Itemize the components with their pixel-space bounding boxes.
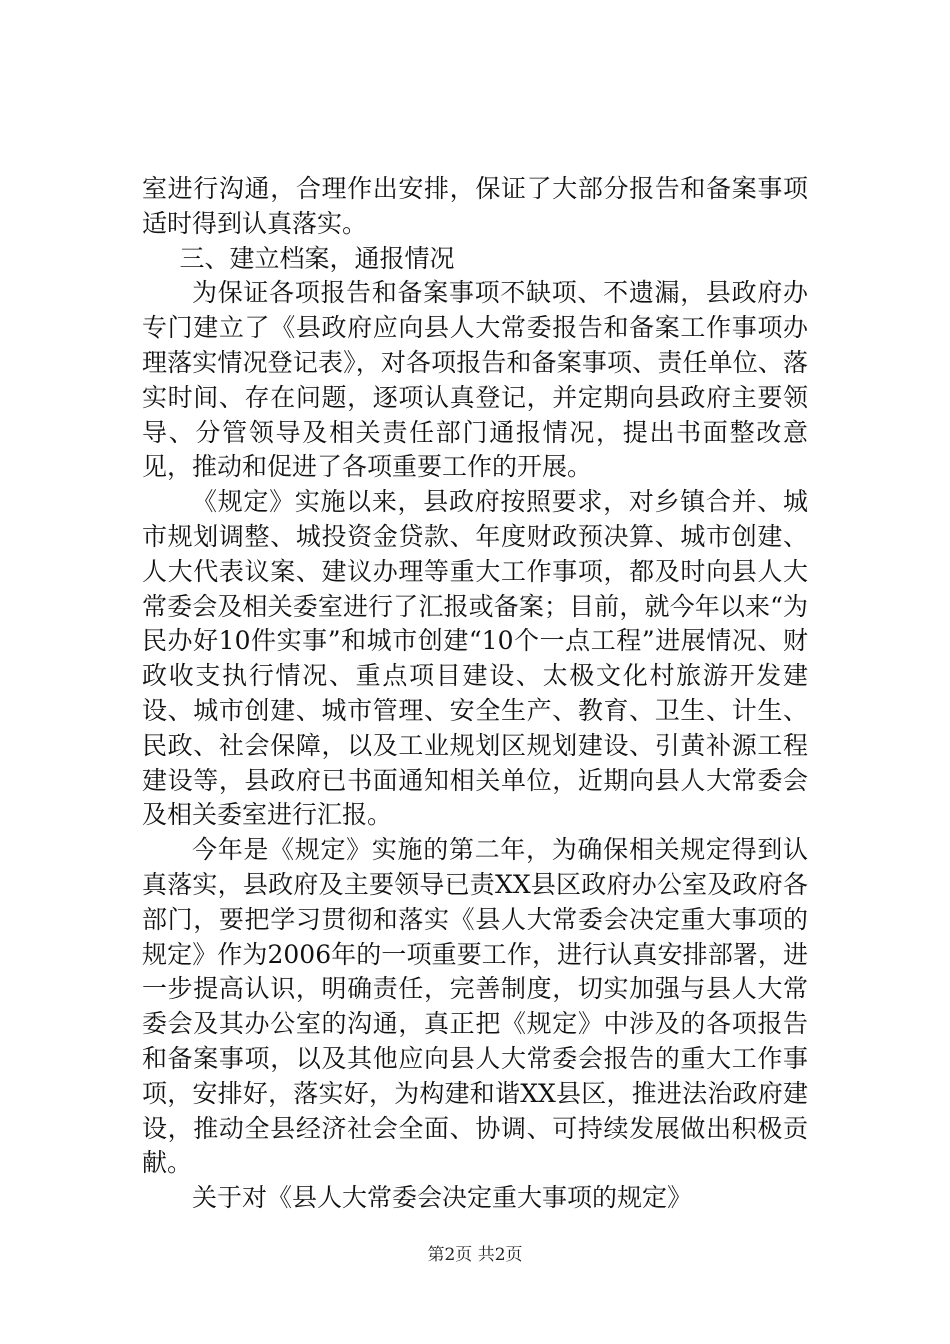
paragraph-second-year: 今年是《规定》实施的第二年，为确保相关规定得到认真落实，县政府及主要领导已责XX县区政府办公室及政府各部门，要把学习贯彻和落实《县人大常委会决定重大事项的规定》作为2006年的一项重要工作，进行认真安排部署，进一步提高认识，明确责任，完善制度，切实加强与县人大常委会及其办公室的沟通，真正把《规定》中涉及的各项报告和备案事项，以及其他应向县人大常委会报告的重大工作事项，安排好，落实好，为构建和谐XX县区，推进法治政府建设，推动全县经济社会全面、协调、可持续发展做出积极贡献。 — [142, 835, 808, 1178]
paragraph-continuation: 室进行沟通，合理作出安排，保证了大部分报告和备案事项适时得到认真落实。 — [142, 174, 808, 238]
paragraph-archive: 为保证各项报告和备案事项不缺项、不遗漏，县政府办专门建立了《县政府应向县人大常委报告和备案工作事项办理落实情况登记表》，对各项报告和备案事项、责任单位、落实时间、存在问题，逐项认真登记，并定期向县政府主要领导、分管领导及相关责任部门通报情况，提出书面整改意见，推动和促进了各项重要工作的开展。 — [142, 278, 808, 482]
section-heading: 三、建立档案，通报情况 — [179, 243, 455, 273]
paragraph-closing-title: 关于对《县人大常委会决定重大事项的规定》 — [192, 1183, 693, 1213]
document-body — [142, 172, 808, 1216]
paragraph-implementation: 《规定》实施以来，县政府按照要求，对乡镇合并、城市规划调整、城投资金贷款、年度财政预决算、城市创建、人大代表议案、建议办理等重大工作事项，都及时向县人大常委会及相关委室进行了汇报或备案；目前，就今年以来“为民办好10件实事”和城市创建“10个一点工程”进展情况、财政收支执行情况、重点项目建设、太极文化村旅游开发建设、城市创建、城市管理、安全生产、教育、卫生、计生、民政、社会保障，以及工业规划区规划建设、引黄补源工程建设等，县政府已书面通知相关单位，近期向县人大常委会及相关委室进行汇报。 — [142, 487, 808, 830]
page-number-footer: 第2页 共2页 — [427, 1245, 523, 1265]
